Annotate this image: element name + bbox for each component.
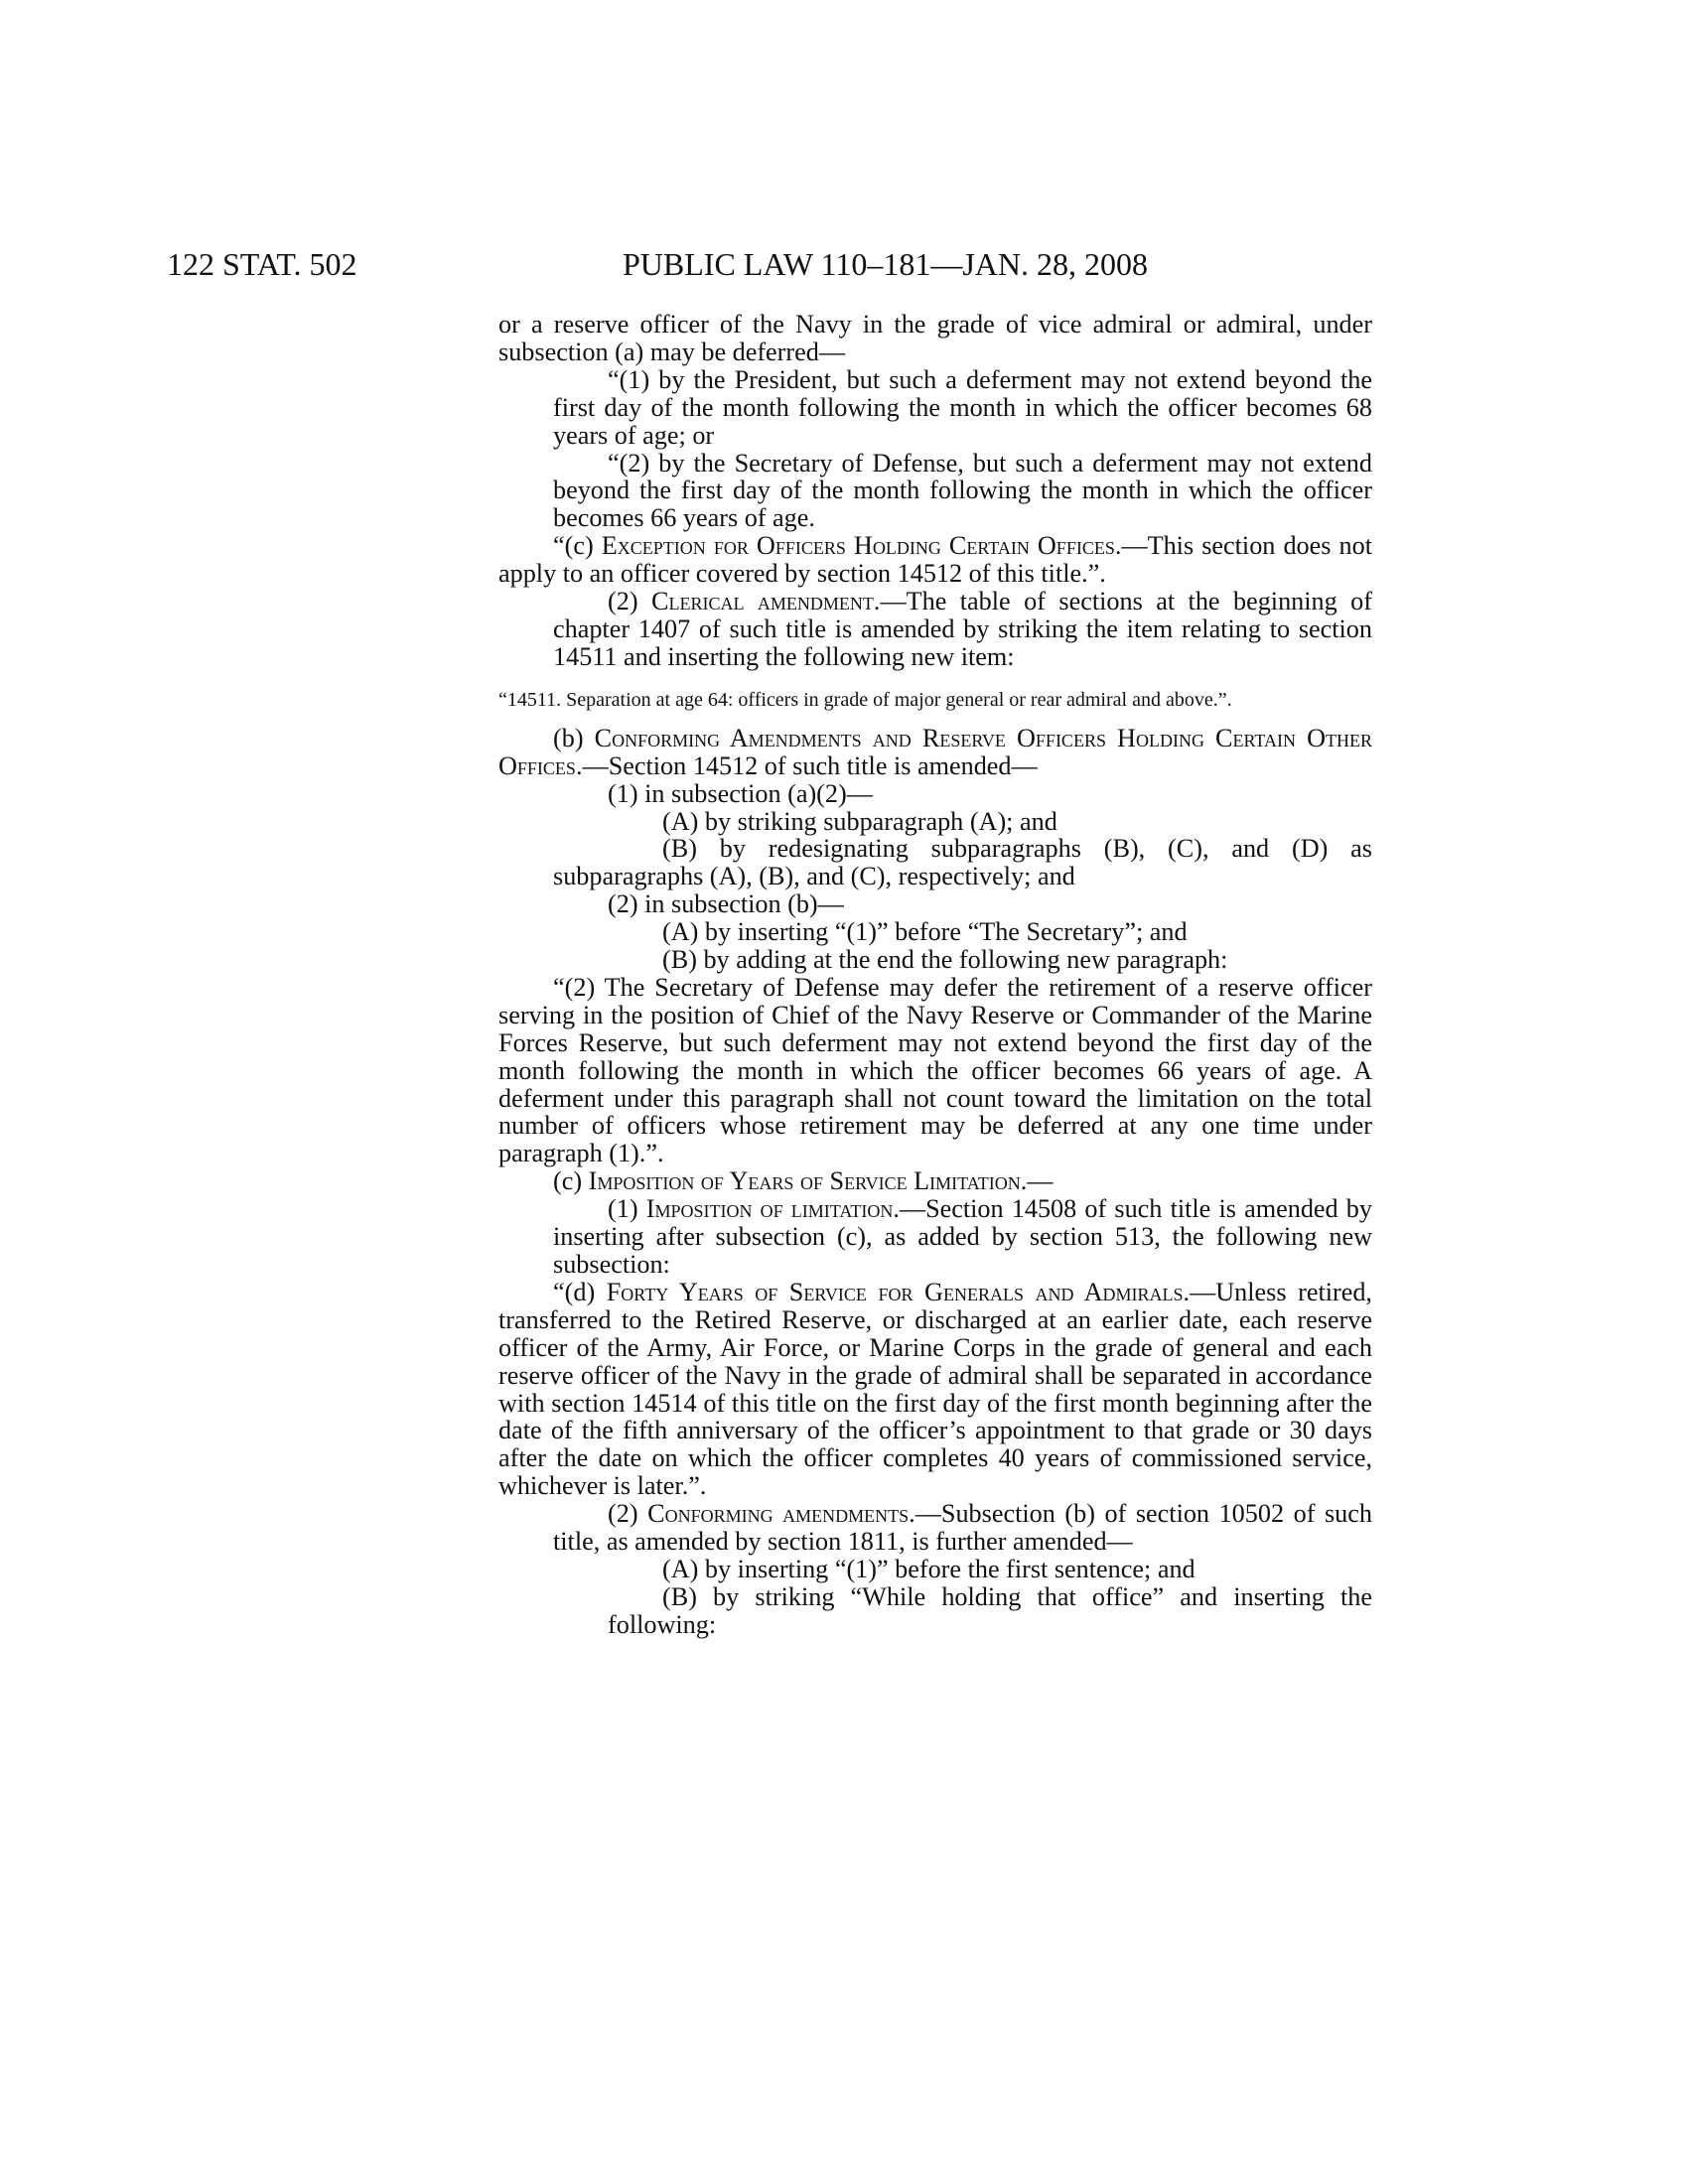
subsection-d-forty-years — [498, 1279, 1372, 1500]
table-item-14511: “14511. Separation at age 64: officers in grade of major general or rear admiral and above.”. — [498, 688, 1232, 711]
item-b2-b: (B) by adding at the end the following new paragraph: — [662, 945, 1228, 975]
new-paragraph-2: “(2) The Secretary of Defense may defer the retirement of a reserve officer serving in the position of Chief of the Navy Reserve or Commander of the Marine Forces Reserve, but such deferment may not extend beyond the first day of the month following the month in which the officer becomes 66 years of age. A deferment under this paragraph shall not count toward the limitation on the total number of officers whose retirement may be deferred at any one time under paragraph (1).”. — [498, 972, 1372, 1168]
subsection-c-years-limitation — [498, 1167, 1372, 1195]
clerical-amendment-text: —The table of sections at the beginning of chapter 1407 of such title is amended by striking the item relating to section 14511 and inserting the following new item: — [553, 587, 1372, 671]
item-b1: (1) in subsection (a)(2)— — [608, 778, 873, 808]
subsection-c-label: “(c) — [553, 531, 602, 561]
paragraph-conforming-amendments — [498, 1500, 1372, 1556]
paragraph-deferral-president: “(1) by the President, but such a deferment may not extend beyond the first day of the month following the month in which the officer becomes 68 years of age; or — [553, 364, 1372, 450]
subsection-b-label: (b) — [553, 723, 595, 752]
subsection-c-exception — [498, 532, 1372, 588]
imposition-text: —Section 14508 of such title is amended by inserting after subsection (c), as added by section 513, the following new subsection: — [553, 1194, 1372, 1279]
paragraph-2-label: (2) — [608, 587, 651, 616]
page-body — [498, 311, 1372, 1639]
paragraph-clerical-amendment — [498, 588, 1372, 671]
item-b2: (2) in subsection (b)— — [608, 889, 844, 919]
item-b1-b: (B) by redesignating subparagraphs (B), (C), and (D) as subparagraphs (A), (B), and (C), respectively; and — [553, 834, 1372, 891]
item-c2-b: (B) by striking “While holding that office” and inserting the following: — [608, 1581, 1372, 1639]
statute-page-number: 122 STAT. 502 — [167, 246, 357, 282]
conforming-heading: Conforming amendments. — [647, 1499, 915, 1529]
subsection-c-heading: Exception for Officers Holding Certain Offices.— — [601, 531, 1148, 561]
subsection-c2-heading: Imposition of Years of Service Limitation.— — [588, 1166, 1054, 1196]
item-b1-a: (A) by striking subparagraph (A); and — [662, 806, 1057, 836]
item-b2-a: (A) by inserting “(1)” before “The Secretary”; and — [662, 917, 1188, 947]
subsection-d-label: “(d) — [553, 1277, 607, 1306]
paragraph-deferral-secretary: “(2) by the Secretary of Defense, but such a deferment may not extend beyond the first day of the month following the month in which the officer becomes 66 years of age. — [553, 448, 1372, 533]
clerical-amendment-heading: Clerical amendment. — [650, 587, 881, 616]
imposition-heading: Imposition of limitation. — [645, 1194, 900, 1224]
subsection-b-text: —Section 14512 of such title is amended— — [582, 751, 1038, 780]
paragraph-c1-label: (1) — [608, 1194, 646, 1224]
subsection-c-text: This section does not apply to an officer covered by section 14512 of this title.”. — [498, 531, 1372, 589]
paragraph-c2-label: (2) — [608, 1499, 648, 1529]
public-law-citation: PUBLIC LAW 110–181—JAN. 28, 2008 — [623, 246, 1148, 282]
subsection-b-heading: Conforming Amendments and Reserve Officers Holding Certain Other Offices. — [498, 723, 1372, 780]
item-c2-a: (A) by inserting “(1)” before the first sentence; and — [662, 1554, 1196, 1583]
subsection-b-conforming — [498, 725, 1372, 780]
subsection-c2-label: (c) — [553, 1166, 589, 1196]
paragraph-continued: or a reserve officer of the Navy in the grade of vice admiral or admiral, under subsection (a) may be deferred— — [498, 310, 1372, 366]
conforming-text: —Subsection (b) of section 10502 of such title, as amended by section 1811, is further amended— — [553, 1499, 1372, 1557]
paragraph-imposition-of-limitation — [498, 1195, 1372, 1279]
page-header — [0, 244, 1688, 284]
subsection-d-heading: Forty Years of Service for Generals and Admirals.— — [606, 1277, 1216, 1306]
subsection-d-text: Unless retired, transferred to the Retired Reserve, or discharged at an earlier date, each reserve officer of the Army, Air Force, or Marine Corps in the grade of general and each reserve officer of the Navy in the grade of admiral shall be separated in accordance with section 14514 of this title on the first day of the first month beginning after the date of the fifth anniversary of the officer’s appointment to that grade or 30 days after the date on which the officer completes 40 years of commissioned service, whichever is later.”. — [498, 1277, 1372, 1501]
